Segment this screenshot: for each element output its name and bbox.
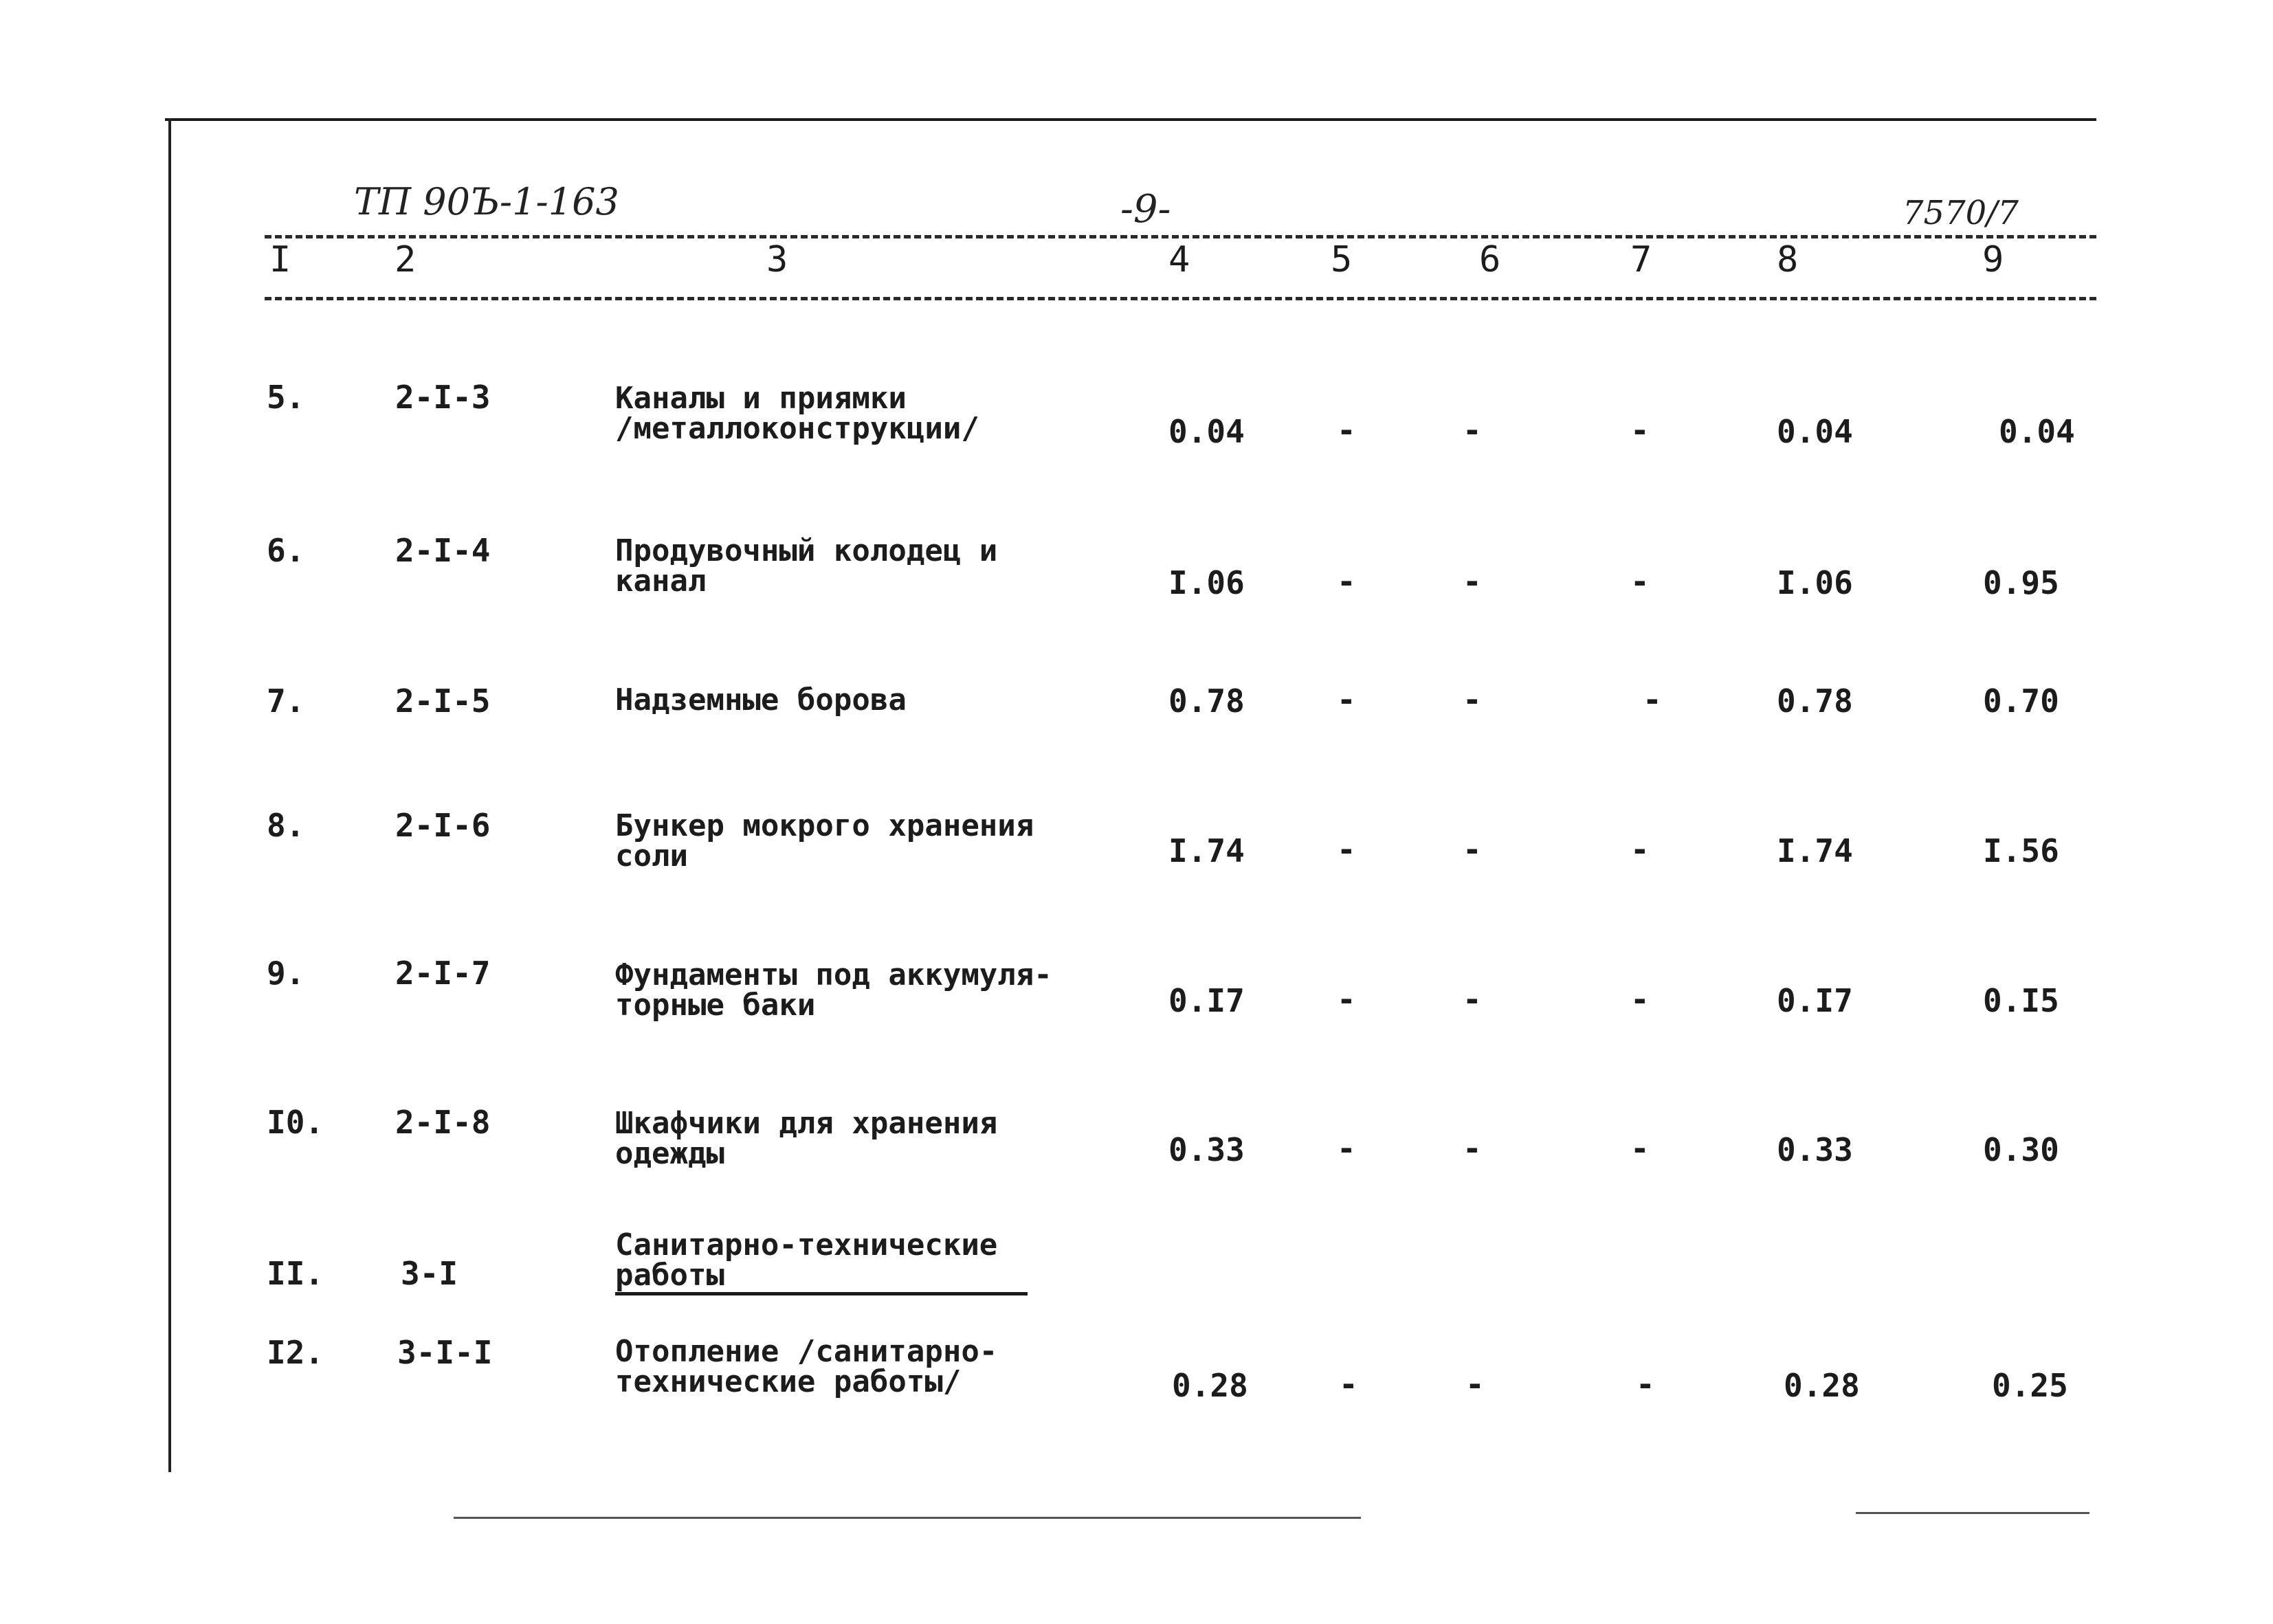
row-col-9: 0.70 xyxy=(1983,682,2059,720)
row-col-5: - xyxy=(1337,681,1356,718)
header-dashed-line-bottom xyxy=(265,297,2096,300)
row-code: 2-I-4 xyxy=(395,532,491,569)
col-4-header: 4 xyxy=(1168,239,1190,280)
row-col-9: I.56 xyxy=(1983,832,2059,869)
row-col-4: 0.78 xyxy=(1168,682,1245,720)
row-code: 2-I-6 xyxy=(395,807,491,844)
row-number: 8. xyxy=(267,807,305,844)
row-col-6: - xyxy=(1463,1130,1482,1167)
row-col-4: 0.28 xyxy=(1172,1367,1248,1404)
row-col-7: - xyxy=(1630,1130,1650,1167)
row-description: Фундаменты под аккумуля- торные баки xyxy=(615,957,1052,1023)
row-description: Санитарно-технические работы xyxy=(615,1227,998,1293)
row-col-6: - xyxy=(1463,831,1482,868)
row-col-6: - xyxy=(1463,681,1482,718)
row-description: Продувочный колодец и канал xyxy=(615,533,998,599)
row-col-4: 0.I7 xyxy=(1168,982,1245,1019)
row-code: 3-I xyxy=(401,1255,458,1292)
row-col-9: 0.95 xyxy=(1983,564,2059,601)
row-col-8: 0.I7 xyxy=(1777,982,1853,1019)
row-number: 6. xyxy=(267,532,305,569)
section-underline xyxy=(615,1292,1028,1295)
bottom-line-left xyxy=(454,1517,1361,1519)
col-5-header: 5 xyxy=(1331,239,1353,280)
row-col-8: I.06 xyxy=(1777,564,1853,601)
left-border-line xyxy=(168,118,171,1472)
row-col-5: - xyxy=(1337,981,1356,1018)
row-code: 2-I-5 xyxy=(395,682,491,720)
bottom-line-right xyxy=(1856,1512,2089,1514)
col-7-header: 7 xyxy=(1630,239,1652,280)
row-col-9: 0.04 xyxy=(1999,413,2075,450)
row-col-4: I.06 xyxy=(1168,564,1245,601)
row-col-6: - xyxy=(1463,981,1482,1018)
row-description: Отопление /санитарно- технические работы/ xyxy=(615,1334,998,1399)
row-col-7: - xyxy=(1630,831,1650,868)
row-col-9: 0.25 xyxy=(1992,1367,2068,1404)
row-code: 3-I-I xyxy=(397,1334,493,1371)
row-col-6: - xyxy=(1463,412,1482,449)
row-col-8: 0.78 xyxy=(1777,682,1853,720)
col-9-header: 9 xyxy=(1982,239,2004,280)
row-col-4: 0.33 xyxy=(1168,1131,1245,1168)
row-code: 2-I-3 xyxy=(395,379,491,416)
col-6-header: 6 xyxy=(1479,239,1501,280)
row-col-7: - xyxy=(1636,1366,1655,1403)
row-col-5: - xyxy=(1337,563,1356,600)
row-number: 9. xyxy=(267,955,305,992)
page-number: -9- xyxy=(1120,187,1171,232)
row-col-8: 0.28 xyxy=(1784,1367,1860,1404)
row-code: 2-I-8 xyxy=(395,1104,491,1141)
col-1-header: I xyxy=(269,239,291,280)
row-col-9: 0.30 xyxy=(1983,1131,2059,1168)
row-col-4: 0.04 xyxy=(1168,413,1245,450)
doc-code: ТП 90Ъ-1-163 xyxy=(354,180,619,223)
row-description: Шкафчики для хранения одежды xyxy=(615,1106,998,1171)
row-number: I2. xyxy=(267,1334,324,1371)
row-col-7: - xyxy=(1630,981,1650,1018)
row-description: Бункер мокрого хранения соли xyxy=(615,808,1034,874)
top-border-line xyxy=(165,118,2096,121)
row-number: II. xyxy=(267,1255,324,1292)
col-3-header: 3 xyxy=(766,239,788,280)
row-col-7: - xyxy=(1643,681,1662,718)
row-col-8: 0.04 xyxy=(1777,413,1853,450)
sheet-reference: 7570/7 xyxy=(1903,194,2019,232)
row-col-6: - xyxy=(1463,563,1482,600)
row-col-4: I.74 xyxy=(1168,832,1245,869)
row-number: 5. xyxy=(267,379,305,416)
row-number: 7. xyxy=(267,682,305,720)
row-code: 2-I-7 xyxy=(395,955,491,992)
row-col-9: 0.I5 xyxy=(1983,982,2059,1019)
row-col-5: - xyxy=(1337,412,1356,449)
row-description: Каналы и приямки /металлоконструкции/ xyxy=(615,381,979,446)
col-2-header: 2 xyxy=(395,239,417,280)
row-description: Надземные борова xyxy=(615,682,907,718)
row-number: I0. xyxy=(267,1104,324,1141)
row-col-5: - xyxy=(1337,1130,1356,1167)
row-col-7: - xyxy=(1630,563,1650,600)
header-dashed-line-top xyxy=(265,235,2096,238)
row-col-7: - xyxy=(1630,412,1650,449)
row-col-8: I.74 xyxy=(1777,832,1853,869)
col-8-header: 8 xyxy=(1777,239,1799,280)
row-col-6: - xyxy=(1465,1366,1485,1403)
row-col-8: 0.33 xyxy=(1777,1131,1853,1168)
row-col-5: - xyxy=(1339,1366,1358,1403)
row-col-5: - xyxy=(1337,831,1356,868)
